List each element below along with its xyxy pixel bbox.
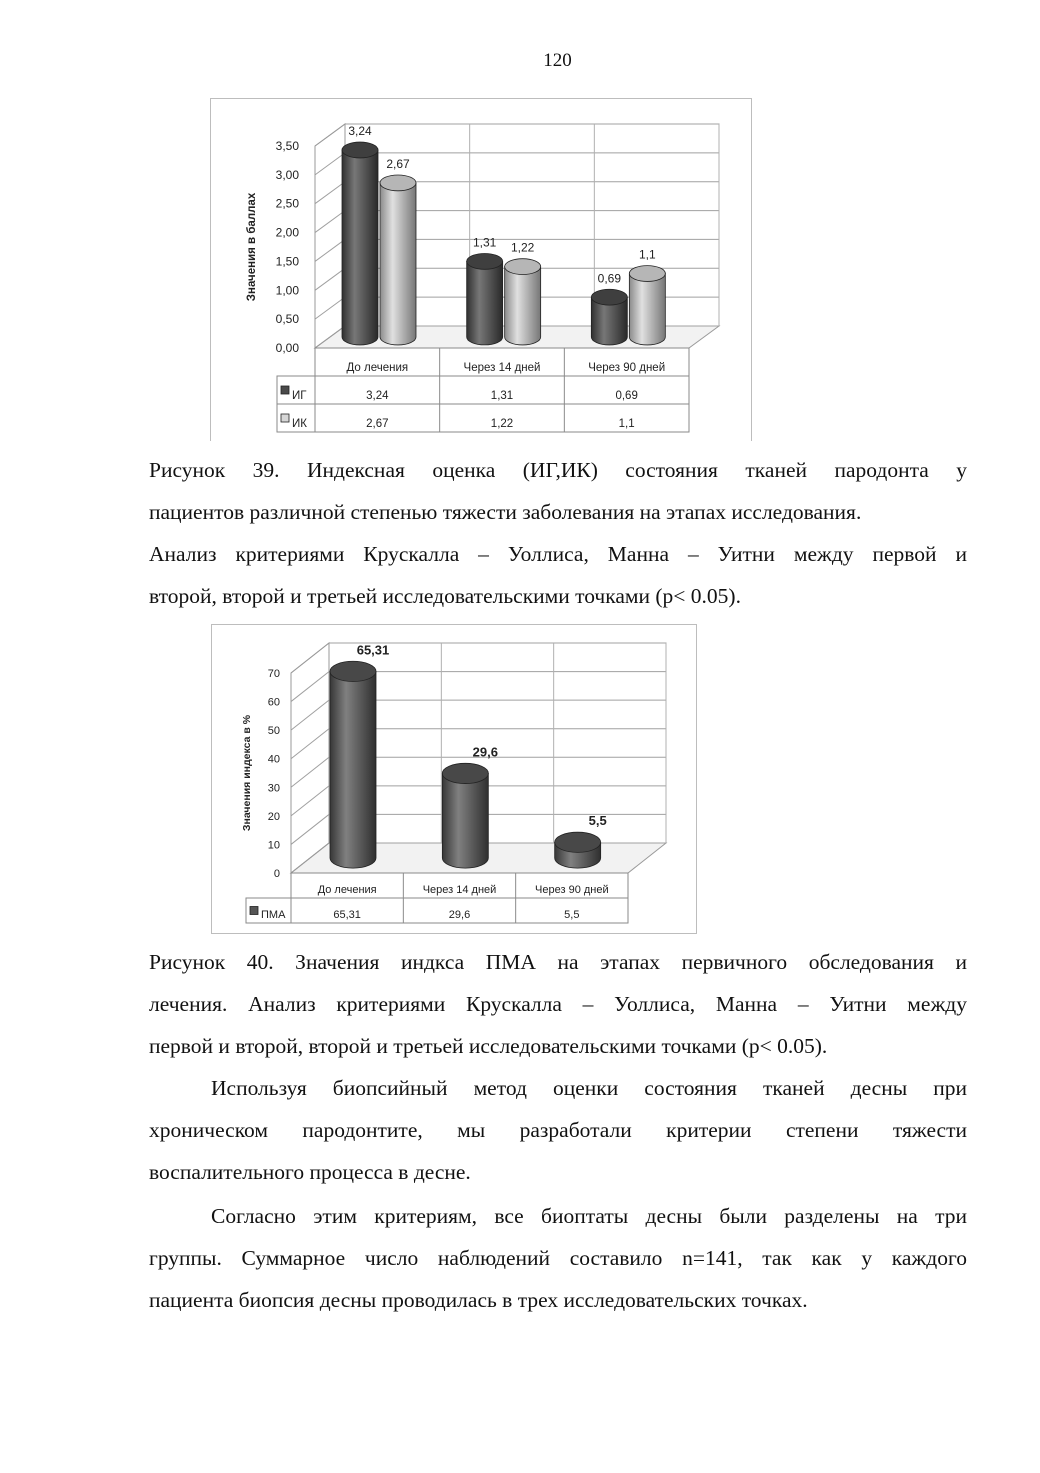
caption-line: Рисунок 39. Индексная оценка (ИГ,ИК) состояния тканей пародонта у: [149, 458, 967, 482]
data-label: 0,69: [597, 271, 622, 286]
paragraph-line: группы. Суммарное число наблюдений составило n=141, так как у каждого: [149, 1246, 967, 1270]
paragraph-line: Согласно этим критериям, все биоптаты десны были разделены на три: [211, 1204, 967, 1228]
legend-swatch-иг: [281, 386, 289, 394]
y-axis-label: Значения в баллах: [246, 192, 258, 302]
data-label: 29,6: [472, 744, 498, 760]
data-label: 2,67: [386, 156, 410, 171]
bar-иг-0: [342, 150, 378, 345]
data-label: 1,22: [510, 240, 535, 255]
y-tick-label: 60: [267, 696, 280, 709]
table-cell: 5,5: [564, 909, 580, 921]
legend-swatch-пма: [250, 907, 258, 915]
y-tick-label: 20: [267, 810, 280, 823]
bar-ик-0: [380, 183, 416, 345]
category-label: Через 90 дней: [535, 884, 609, 896]
figure-40-caption: [149, 941, 967, 1067]
bar-top: [330, 661, 376, 681]
y-tick-label: 1,50: [275, 254, 299, 269]
table-cell: 1,1: [618, 418, 635, 430]
bar-top: [629, 266, 665, 282]
chart-side-wall: [291, 643, 329, 873]
bar-ик-2: [629, 274, 665, 345]
caption-line: второй, второй и третьей исследовательскими точками (p< 0.05).: [149, 584, 741, 608]
bar-top: [442, 763, 488, 783]
table-cell: 2,67: [366, 418, 389, 430]
y-tick-label: 3,50: [275, 139, 299, 153]
figure-39-caption: [149, 449, 967, 617]
caption-line: лечения. Анализ критериями Крускалла – Уоллиса, Манна – Уитни между: [149, 992, 967, 1016]
y-tick-label: 30: [267, 782, 280, 795]
bar-top: [467, 253, 503, 269]
caption-line: первой и второй, второй и третьей исследовательскими точками (p< 0.05).: [149, 1034, 828, 1058]
category-label: До лечения: [317, 884, 377, 896]
table-cell: 0,69: [615, 390, 638, 402]
y-tick-label: 70: [267, 668, 280, 680]
bar-top: [342, 142, 378, 158]
legend-label: ИГ: [292, 390, 307, 402]
table-cell: 1,31: [490, 390, 514, 402]
caption-line: пациентов различной степенью тяжести заболевания на этапах исследования.: [149, 500, 862, 524]
category-label: Через 90 дней: [588, 362, 666, 374]
bar-top: [555, 832, 601, 852]
bar-top: [380, 175, 416, 191]
legend-label: ПМА: [261, 909, 286, 921]
y-tick-label: 2,00: [275, 225, 299, 240]
figure-40-chart: [211, 624, 697, 934]
body-paragraph-1: [149, 1067, 967, 1193]
chart-pma: [212, 625, 696, 933]
data-label: 1,1: [638, 247, 656, 262]
category-label: Через 14 дней: [422, 884, 497, 896]
page-number: 120: [543, 50, 572, 71]
data-label: 65,31: [356, 642, 390, 658]
y-axis-label: Значения индекса в %: [241, 714, 253, 832]
chart-side-wall: [315, 124, 345, 348]
bar-top: [591, 289, 627, 305]
y-tick-label: 3,00: [275, 167, 299, 182]
y-tick-label: 10: [267, 839, 280, 852]
paragraph-line: пациента биопсия десны проводилась в трех исследовательских точках.: [149, 1288, 808, 1312]
paragraph-line: Используя биопсийный метод оценки состояния тканей десны при: [211, 1076, 967, 1100]
y-tick-label: 0,00: [275, 341, 299, 355]
caption-line: Рисунок 40. Значения индкса ПМА на этапах первичного обследования и: [149, 950, 967, 974]
bar-пма-1: [442, 773, 488, 868]
data-label: 5,5: [588, 813, 607, 829]
chart-back-wall: [329, 643, 666, 843]
y-tick-label: 2,50: [275, 196, 299, 211]
table-cell: 65,31: [333, 909, 361, 921]
bar-top: [505, 259, 541, 275]
data-label: 1,31: [472, 235, 497, 250]
table-cell: 29,6: [448, 909, 471, 921]
paragraph-line: воспалительного процесса в десне.: [149, 1160, 471, 1184]
chart-ig-ik: [211, 99, 751, 441]
bar-пма-0: [330, 671, 376, 868]
y-tick-label: 0: [273, 868, 280, 880]
paragraph-line: хроническом пародонтите, мы разработали критерии степени тяжести: [149, 1118, 967, 1142]
y-tick-label: 1,00: [275, 283, 299, 298]
figure-39-chart: [210, 98, 752, 441]
y-tick-label: 50: [267, 725, 280, 738]
body-paragraph-2: [149, 1195, 967, 1321]
y-tick-label: 0,50: [275, 312, 299, 327]
bar-иг-1: [467, 261, 503, 345]
table-cell: 3,24: [366, 390, 389, 402]
category-label: До лечения: [346, 362, 409, 374]
data-label: 3,24: [348, 124, 372, 139]
caption-line: Анализ критериями Крускалла – Уоллиса, Манна – Уитни между первой и: [149, 542, 967, 566]
bar-ик-1: [505, 267, 541, 345]
category-label: Через 14 дней: [463, 362, 541, 374]
legend-swatch-ик: [281, 414, 289, 422]
y-tick-label: 40: [267, 753, 280, 766]
legend-label: ИК: [292, 418, 307, 430]
table-cell: 1,22: [490, 418, 514, 430]
